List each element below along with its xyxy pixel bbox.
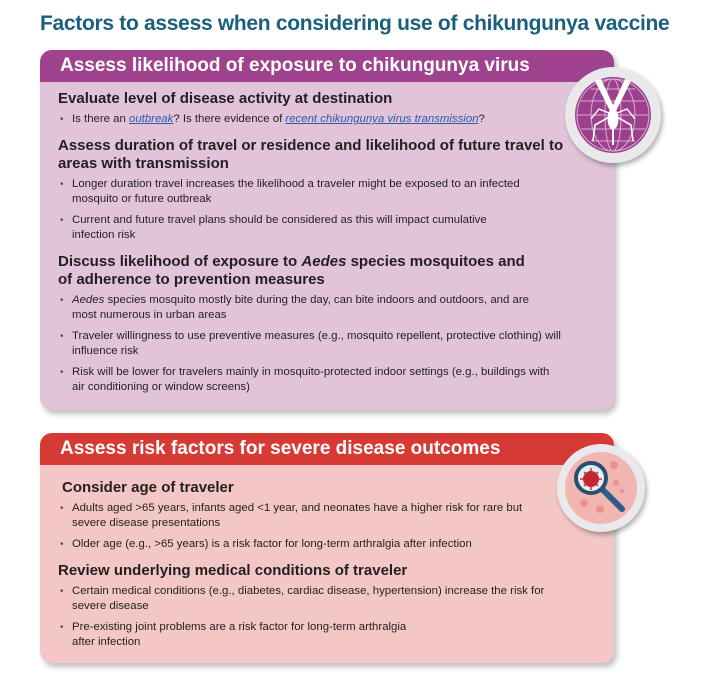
section-title-medical-conditions: Review underlying medical conditions of traveler [58,562,408,579]
text: Is there an [72,113,129,125]
exposure-card-header: Assess likelihood of exposure to chikungunya virus [40,50,614,82]
exposure-card [40,50,614,410]
list-item: • Adults aged >65 years, infants aged <1 year, and neonates have a higher risk for rare but severe disease presentations [58,501,552,531]
list-item [58,112,596,127]
bullet-list [58,584,596,650]
bullet-list [58,501,596,552]
page-title: Factors to assess when considering use of chikungunya vaccine [40,12,670,35]
text: species mosquitoes and of adherence to prevention measures [58,253,525,288]
list-item: • Longer duration travel increases the likelihood a traveler might be exposed to an infected mosquito or future outbreak [58,177,542,207]
list-item: • Traveler willingness to use preventive measures (e.g., mosquito repellent, protective clothing) will influence risk [58,329,562,359]
text: Aedes [301,253,347,270]
section-title-disease-activity: Evaluate level of disease activity at destination [58,90,393,107]
severe-outcomes-card [40,433,614,663]
mosquito-globe-icon [565,67,661,163]
list-item: • Pre-existing joint problems are a risk factor for long-term arthralgia after infection [58,620,422,650]
severe-outcomes-card-header: Assess risk factors for severe disease outcomes [40,433,614,465]
magnifying-glass-virus-icon [557,444,645,532]
section-title-travel-duration: Assess duration of travel or residence and likelihood of future travel to areas with transmission [58,137,564,172]
text: Aedes [72,294,105,306]
text: ? Is there evidence of [173,113,286,125]
bullet-list [58,112,596,127]
outbreak-link[interactable]: outbreak [129,113,174,125]
recent-transmission-link[interactable]: recent chikungunya virus transmission [285,113,479,125]
text: species mosquito mostly bite during the day, can bite indoors and outdoors, and are most numerous in urban areas [72,294,529,321]
section-title-age: Consider age of traveler [62,479,234,496]
severe-outcomes-card-body [40,465,614,650]
bullet-list [58,177,596,243]
bullet-list [58,293,596,395]
list-item: • Older age (e.g., >65 years) is a risk factor for long-term arthralgia after infection [58,537,562,552]
list-item: • Risk will be lower for travelers mainly in mosquito-protected indoor settings (e.g., buildings with air conditioning or window screens) [58,365,552,395]
list-item: • Current and future travel plans should be considered as this will impact cumulative infection risk [58,213,502,243]
exposure-card-body [40,82,614,395]
list-item: • Certain medical conditions (e.g., diabetes, cardiac disease, hypertension) increase the risk for severe disease [58,584,562,614]
text: Discuss likelihood of exposure to [58,253,302,270]
text: ? [478,113,485,125]
list-item [58,293,542,323]
section-title-aedes-exposure [58,253,538,289]
